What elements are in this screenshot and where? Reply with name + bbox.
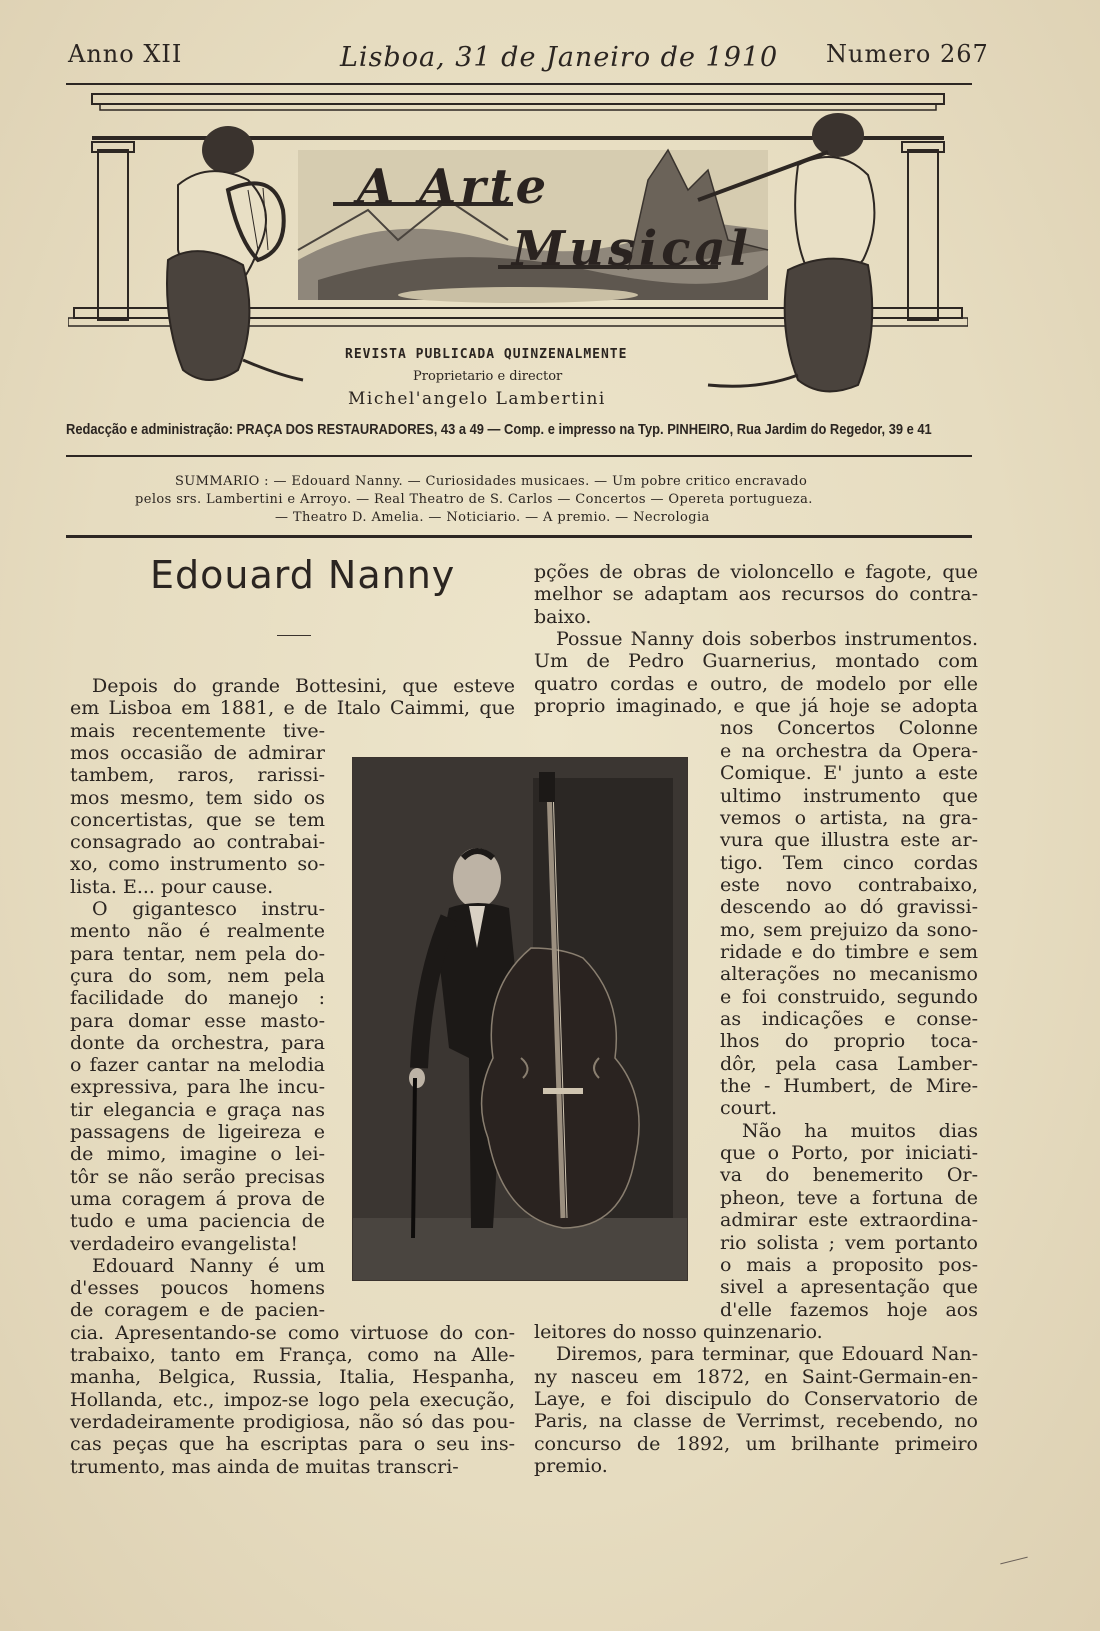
text-line: admirar este extraordina- (720, 1209, 978, 1231)
text-line: expressiva, para lhe incu- (70, 1076, 325, 1098)
text-line: mos occasião de admirar (70, 742, 325, 764)
masthead-title-line2: Musical (512, 221, 752, 277)
text-line: Diremos, para terminar, que Edouard Nan- (556, 1343, 978, 1365)
text-line: proprio imaginado, e que já hoje se adopta (534, 695, 978, 717)
text-line: este novo contrabaixo, (720, 874, 978, 896)
text-line: vura que illustra este ar- (720, 829, 978, 851)
text-line: verdadeiro evangelista! (70, 1233, 299, 1255)
text-line: Laye, e foi discipulo do Conservatorio de (534, 1388, 978, 1410)
text-line: Não ha muitos dias (742, 1120, 978, 1142)
text-line: Edouard Nanny é um (92, 1255, 325, 1277)
text-line: ridade e do timbre e sem (720, 941, 978, 963)
summary-line-1: SUMMARIO : — Edouard Nanny. — Curiosidades musicaes. — Um pobre critico encravado (175, 474, 808, 489)
text-line: tudo e uma paciencia de (70, 1210, 325, 1232)
text-line: o fazer cantar na melodia (70, 1054, 325, 1076)
text-line: concurso de 1892, um brilhante primeiro (534, 1433, 978, 1455)
summary-line-2: pelos srs. Lambertini e Arroyo. — Real Theatro de S. Carlos — Concertos — Opereta portugueza. (135, 492, 813, 507)
issue-date: Lisboa, 31 de Janeiro de 1910 (340, 42, 779, 73)
text-line: donte da orchestra, para (70, 1032, 325, 1054)
text-line: Um de Pedro Guarnerius, montado com (534, 650, 978, 672)
text-line: de mimo, imagine o lei- (70, 1143, 325, 1165)
text-line: manha, Belgica, Russia, Italia, Hespanha, (70, 1366, 515, 1388)
text-line: consagrado ao contrabai- (70, 831, 325, 853)
text-line: rio solista ; vem portanto (720, 1232, 978, 1254)
text-line: O gigantesco instru- (92, 898, 325, 920)
text-line: ultimo instrumento que (720, 785, 978, 807)
text-line: mento não é realmente (70, 920, 325, 942)
title-dash (277, 635, 311, 636)
text-line: pções de obras de violoncello e fagote, que (534, 561, 978, 583)
text-line: e foi construido, segundo (720, 986, 978, 1008)
text-line: va do benemerito Or- (720, 1164, 978, 1186)
redaction-address: Redacção e administração: PRAÇA DOS RESTAURADORES, 43 a 49 — Comp. e impresso na Typ. PINHEIRO, Rua Jardim do Regedor, 39 e 41 (66, 421, 932, 438)
text-line: lista. E... pour cause. (70, 876, 274, 898)
header-rule (66, 83, 972, 85)
text-line: passagens de ligeireza e (70, 1121, 325, 1143)
text-line: de coragem e de pacien- (70, 1299, 325, 1321)
text-line: mos mesmo, tem sido os (70, 787, 325, 809)
text-line: çura do som, nem pela (70, 965, 325, 987)
text-line: alterações no mecanismo (720, 963, 978, 985)
text-line: sivel a apresentação que (720, 1276, 978, 1298)
text-line: tambem, raros, rarissi- (70, 764, 325, 786)
issue-number: Numero 267 (826, 40, 989, 68)
text-line: para domar esse masto- (70, 1010, 325, 1032)
text-line: trabaixo, tanto em França, como na Alle- (70, 1344, 515, 1366)
text-line: que o Porto, por iniciati- (720, 1142, 978, 1164)
text-line: e na orchestra da Opera- (720, 740, 978, 762)
text-line: mais recentemente tive- (70, 720, 325, 742)
masthead-title-line1: A Arte (357, 159, 551, 215)
text-line: as indicações e conse- (720, 1008, 978, 1030)
text-line: court. (720, 1097, 778, 1119)
text-line: facilidade do manejo : (70, 987, 325, 1009)
text-line: em Lisboa em 1881, e de Italo Caimmi, que (70, 697, 515, 719)
text-line: cia. Apresentando-se como virtuose do con- (70, 1322, 515, 1344)
summary-top-rule (66, 455, 972, 457)
text-line: quatro cordas e outro, de modelo por elle (534, 673, 978, 695)
text-line: tigo. Tem cinco cordas (720, 852, 978, 874)
text-line: vemos o artista, na gra- (720, 807, 978, 829)
text-line: baixo. (534, 606, 592, 628)
article-photo (353, 758, 687, 1280)
masthead-subtitle: REVISTA PUBLICADA QUINZENALMENTE (345, 347, 628, 362)
text-line: pheon, teve a fortuna de (720, 1187, 978, 1209)
text-line: the - Humbert, de Mire- (720, 1075, 978, 1097)
summary-bottom-rule (66, 535, 972, 538)
summary-line-3: — Theatro D. Amelia. — Noticiario. — A premio. — Necrologia (275, 510, 710, 525)
text-line: cas peças que ha escriptas para o seu ins- (70, 1433, 515, 1455)
text-line: trumento, mas ainda de muitas transcri- (70, 1456, 459, 1478)
text-line: nos Concertos Colonne (720, 717, 978, 739)
text-line: mo, sem prejuizo da sono- (720, 919, 978, 941)
text-line: dôr, pela casa Lamber- (720, 1053, 978, 1075)
text-line: melhor se adaptam aos recursos do contra- (534, 583, 978, 605)
article-title: Edouard Nanny (150, 553, 456, 597)
margin-mark (1000, 1557, 1027, 1565)
text-line: concertistas, que se tem (70, 809, 325, 831)
text-line: Paris, na classe de Verrimst, recebendo, no (534, 1410, 978, 1432)
text-line: leitores do nosso quinzenario. (534, 1321, 823, 1343)
text-line: premio. (534, 1455, 608, 1477)
text-line: Comique. E' junto a este (720, 762, 978, 784)
text-line: ny nasceu em 1872, en Saint-Germain-en- (534, 1366, 978, 1388)
text-line: para tentar, nem pela do- (70, 943, 325, 965)
text-line: o mais a proposito pos- (720, 1254, 978, 1276)
volume-label: Anno XII (68, 40, 183, 68)
text-line: descendo ao dó gravissi- (720, 896, 978, 918)
text-line: tôr se não serão precisas (70, 1166, 325, 1188)
text-line: Possue Nanny dois soberbos instrumentos. (556, 628, 978, 650)
masthead-owner: Michel'angelo Lambertini (348, 389, 606, 409)
text-line: d'elle fazemos hoje aos (720, 1299, 978, 1321)
text-line: verdadeiramente prodigiosa, não só das pou- (70, 1411, 515, 1433)
text-line: Hollanda, etc., impoz-se logo pela execução, (70, 1389, 515, 1411)
text-line: xo, como instrumento so- (70, 853, 325, 875)
text-line: lhos do proprio toca- (720, 1030, 978, 1052)
masthead-proprietor-label: Proprietario e director (413, 369, 563, 384)
text-line: tir elegancia e graça nas (70, 1099, 325, 1121)
text-line: uma coragem á prova de (70, 1188, 325, 1210)
text-line: Depois do grande Bottesini, que esteve (92, 675, 515, 697)
text-line: d'esses poucos homens (70, 1277, 325, 1299)
